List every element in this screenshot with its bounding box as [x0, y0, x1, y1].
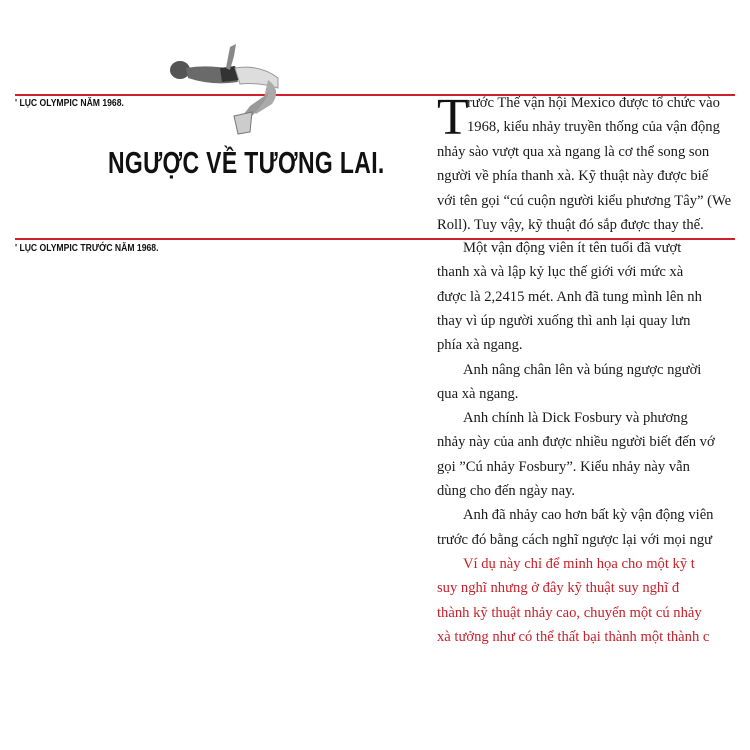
body-line: Một vận động viên ít tên tuổi đã vượt [463, 240, 682, 256]
body-line: được là 2,2415 mét. Anh đã tung mình lên nh [437, 288, 702, 305]
intro-line: nhảy sào vượt qua xà ngang là cơ thể song son [437, 144, 710, 160]
body-line: thành kỹ thuật nhảy cao, chuyển một cú nhảy [437, 604, 702, 621]
body-line: trước đó bằng cách nghĩ ngược lại với mọi ngư [437, 531, 713, 548]
body-line: Anh đã nhảy cao hơn bất kỳ vận động viên [463, 507, 714, 524]
intro-line: 1968, kiểu nhảy truyền thống của vận động [467, 119, 720, 135]
high-jumper-photo [160, 42, 290, 142]
body-line: xà tưởng như có thể thất bại thành một thành c [437, 628, 710, 645]
body-line: nhảy này của anh được nhiều người biết đến vớ [437, 434, 715, 451]
body-line: gọi ”Cú nhảy Fosbury”. Kiểu nhảy này vẫn [437, 458, 690, 475]
body-line: thay vì úp người xuống thì anh lại quay lưn [437, 312, 691, 329]
page-title: NGƯỢC VỀ TƯƠNG LAI. [108, 145, 385, 180]
intro-line: Roll). Tuy vậy, kỹ thuật đó sắp được thay thế. [437, 217, 704, 233]
body-line: thanh xà và lập kỷ lục thế giới với mức xà [437, 264, 684, 281]
caption-label-bottom: ' LỤC OLYMPIC TRƯỚC NĂM 1968. [15, 242, 159, 254]
intro-line: người về phía thanh xà. Kỹ thuật này được biế [437, 168, 709, 184]
caption-label-top: ' LỤC OLYMPIC NĂM 1968. [15, 97, 124, 109]
drop-cap: T [437, 89, 469, 146]
body-line: Anh chính là Dick Fosbury và phương [463, 410, 688, 427]
body-line: Ví dụ này chỉ để minh họa cho một kỹ t [463, 555, 695, 572]
text-column [437, 0, 735, 750]
body-line: qua xà ngang. [437, 385, 519, 402]
body-line: phía xà ngang. [437, 337, 523, 354]
body-line: suy nghĩ nhưng ở đây kỹ thuật suy nghĩ đ [437, 580, 680, 597]
intro-line: với tên gọi “cú cuộn người kiểu phương Tây” (We [437, 193, 732, 209]
body-line: Anh nâng chân lên và búng ngược người [463, 361, 702, 378]
body-line: dùng cho đến ngày nay. [437, 483, 576, 499]
intro-line: rước Thế vận hội Mexico được tổ chức vào [467, 95, 720, 111]
